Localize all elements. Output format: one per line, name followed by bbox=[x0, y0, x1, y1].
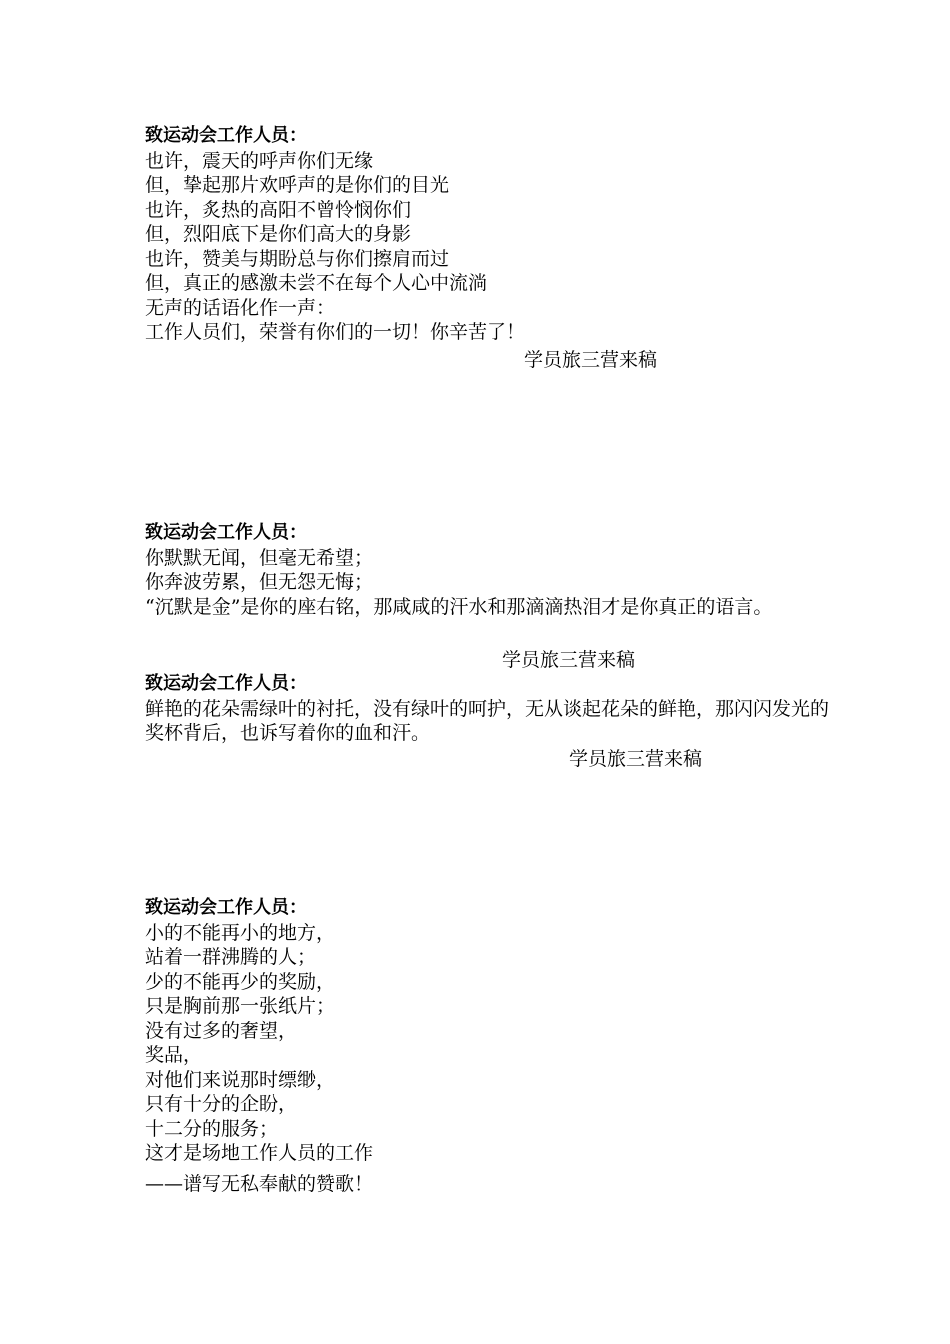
section-heading: 致运动会工作人员： bbox=[145, 897, 307, 918]
poem-line: 也许，炙热的高阳不曾怜悯你们 bbox=[145, 198, 412, 221]
poem-line: 站着一群沸腾的人； bbox=[145, 946, 317, 968]
poem-line: 没有过多的奢望， bbox=[145, 1019, 298, 1042]
signature: 学员旅三营来稿 bbox=[569, 748, 703, 770]
signature: 学员旅三营来稿 bbox=[524, 349, 658, 371]
letter-section-1 bbox=[145, 124, 845, 345]
poem-line: 你奔波劳累，但无怨无悔； bbox=[145, 571, 374, 593]
poem-line: 也许，震天的呼声你们无缘 bbox=[145, 149, 374, 172]
poem-line: 工作人员们，荣誉有你们的一切！你辛苦了！ bbox=[145, 321, 526, 343]
letter-section-3 bbox=[145, 672, 845, 746]
section-heading: 致运动会工作人员： bbox=[145, 673, 307, 694]
poem-line: 但，挚起那片欢呼声的是你们的目光 bbox=[145, 174, 450, 196]
letter-section-2 bbox=[145, 521, 845, 619]
poem-line: 这才是场地工作人员的工作 bbox=[145, 1142, 374, 1164]
poem-line: 小的不能再小的地方， bbox=[145, 921, 336, 944]
poem-line: 你默默无闻，但毫无希望； bbox=[145, 546, 374, 569]
section-heading: 致运动会工作人员： bbox=[145, 522, 307, 543]
letter-section-4 bbox=[145, 896, 845, 1196]
closing-line: ——谱写无私奉献的赞歌！ bbox=[145, 1172, 374, 1195]
signature: 学员旅三营来稿 bbox=[502, 649, 636, 671]
poem-line: 十二分的服务； bbox=[145, 1117, 279, 1140]
poem-line: 对他们来说那时缥缈， bbox=[145, 1068, 336, 1091]
poem-line: 但，烈阳底下是你们高大的身影 bbox=[145, 223, 412, 245]
poem-line: 也许，赞美与期盼总与你们擦肩而过 bbox=[145, 247, 450, 270]
poem-line: 只有十分的企盼， bbox=[145, 1093, 298, 1115]
paragraph: 鲜艳的花朵需绿叶的衬托，没有绿叶的呵护，无从谈起花朵的鲜艳，那闪闪发光的奖杯背后，也诉写着你的血和汗。 bbox=[145, 697, 830, 744]
poem-line: 奖品， bbox=[145, 1044, 203, 1066]
poem-line: 但，真正的感激未尝不在每个人心中流淌 bbox=[145, 272, 488, 294]
section-heading: 致运动会工作人员： bbox=[145, 125, 307, 146]
paragraph: “沉默是金”是你的座右铭，那咸咸的汗水和那滴滴热泪才是你真正的语言。 bbox=[145, 595, 773, 618]
poem-line: 只是胸前那一张纸片； bbox=[145, 995, 336, 1017]
poem-line: 少的不能再少的奖励， bbox=[145, 970, 336, 993]
poem-line: 无声的话语化作一声： bbox=[145, 296, 336, 319]
